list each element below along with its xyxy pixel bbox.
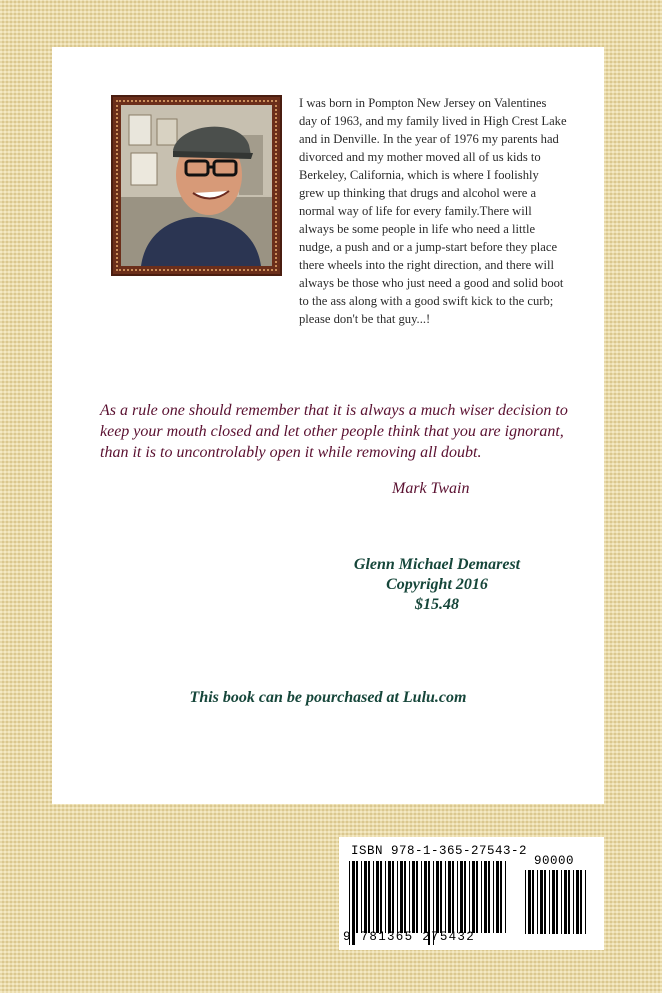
addon-barcode — [525, 870, 593, 946]
barcode-box — [339, 837, 604, 950]
isbn-label: ISBN 978-1-365-27543-2 — [351, 844, 528, 858]
barcode-bar — [460, 861, 463, 933]
barcode-bar — [561, 870, 562, 934]
barcode-bar — [496, 861, 499, 933]
barcode-bar — [448, 861, 451, 933]
price-addon-number: 90000 — [534, 854, 575, 868]
barcode-bar — [376, 861, 379, 933]
barcode-bar — [464, 861, 466, 933]
barcode-bar — [500, 861, 502, 933]
barcode-bar — [440, 861, 442, 933]
barcode-bar — [544, 870, 546, 934]
barcode-bar — [421, 861, 422, 933]
barcode-bar — [356, 861, 358, 933]
purchase-info: This book can be pourchased at Lulu.com — [189, 689, 467, 706]
barcode-bar — [392, 861, 394, 933]
barcode-bar — [400, 861, 403, 933]
barcode-bar — [580, 870, 582, 934]
barcode-bar — [576, 870, 579, 934]
barcode-bar — [556, 870, 558, 934]
author-photo-frame — [111, 95, 282, 276]
barcode-bar — [385, 861, 386, 933]
barcode-bar — [481, 861, 482, 933]
barcode-bar — [552, 870, 555, 934]
barcode-bar — [573, 870, 574, 934]
barcode-bar — [452, 861, 454, 933]
barcode-bar — [472, 861, 475, 933]
barcode-bar — [493, 861, 494, 933]
price: $15.48 — [415, 596, 459, 613]
ean-digits: 9 781365 275432 — [343, 930, 476, 944]
barcode-bar — [424, 861, 427, 933]
author-name: Glenn Michael Demarest — [353, 556, 521, 573]
barcode-bar — [528, 870, 531, 934]
back-cover-panel — [52, 47, 604, 804]
barcode-bar — [525, 870, 526, 934]
barcode-bar — [388, 861, 391, 933]
barcode-bar — [416, 861, 418, 933]
barcode-bar — [564, 870, 567, 934]
barcode-bar — [549, 870, 550, 934]
barcode-bar — [585, 870, 586, 934]
barcode-bar — [469, 861, 470, 933]
barcode-bar — [445, 861, 446, 933]
barcode-bar — [397, 861, 398, 933]
barcode-bar — [436, 861, 439, 933]
barcode-bar — [488, 861, 490, 933]
barcode-bar — [409, 861, 410, 933]
author-photo-illustration — [121, 105, 272, 266]
barcode-bar — [380, 861, 382, 933]
barcode-bar — [532, 870, 534, 934]
author-photo — [121, 105, 272, 266]
quote-author: Mark Twain — [392, 480, 470, 497]
barcode-bar — [568, 870, 570, 934]
barcode-bar — [476, 861, 478, 933]
barcode-bar — [364, 861, 367, 933]
copyright-line: Copyright 2016 — [386, 576, 488, 593]
barcode-bar — [505, 861, 506, 933]
barcode-bar — [404, 861, 406, 933]
barcode-bar — [412, 861, 415, 933]
barcode-bar — [484, 861, 487, 933]
barcode-bar — [373, 861, 374, 933]
author-bio: I was born in Pompton New Jersey on Valentines day of 1963, and my family lived in High Crest Lake and in Denville. In the year of 1976 my parents had divorced and my mother moved all of us kids to Berkeley, California, which is where I foolishly grew up thinking that drugs and alcohol were a normal way of life for every family.There will always be some people in life who need a little nudge, a push and or a jump-start before they place there wheels into the right direction, and there will always be those who just need a good and solid boot to the ass along with a good swift kick to the curb; please don't be that guy...! — [299, 96, 567, 326]
barcode-bar — [537, 870, 538, 934]
barcode-bar — [457, 861, 458, 933]
barcode-bar — [361, 861, 362, 933]
barcode-bar — [540, 870, 543, 934]
quote-text: As a rule one should remember that it is always a much wiser decision to keep your mouth closed and let other people think that you are ignorant, than it is to uncontrolably open it while removing all doubt. — [100, 402, 568, 461]
credits-block — [302, 555, 572, 615]
barcode-bar — [368, 861, 370, 933]
